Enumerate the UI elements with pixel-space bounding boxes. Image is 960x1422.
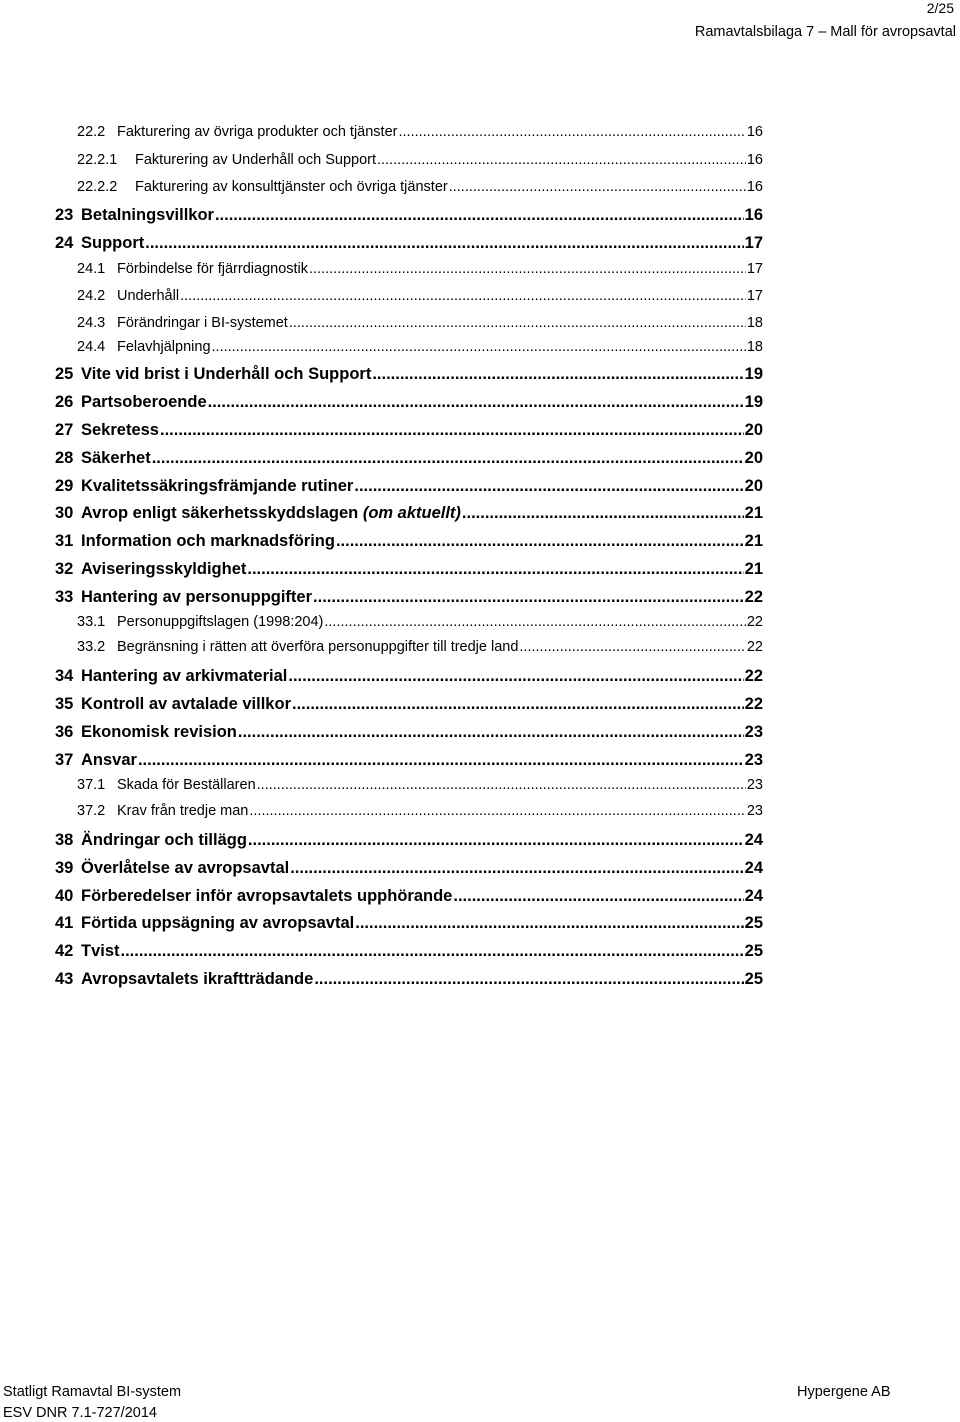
toc-entry-title-text: Ansvar <box>81 751 137 769</box>
toc-entry-number: 39 <box>55 859 74 877</box>
toc-entry-title-text: Fakturering av Underhåll och Support <box>135 152 376 168</box>
toc-entry-page: 17 <box>746 288 763 304</box>
toc-entry-title-text: Information och marknadsföring <box>81 532 335 550</box>
footer-reference-number: ESV DNR 7.1-727/2014 <box>3 1405 157 1421</box>
toc-entry-number: 38 <box>55 831 74 849</box>
toc-entry-title <box>81 942 120 961</box>
toc-entry-title <box>81 206 214 225</box>
toc-dot-leader <box>212 340 746 355</box>
toc-entry-number: 35 <box>55 695 74 713</box>
toc-dot-leader <box>208 394 744 411</box>
toc-entry-page: 19 <box>744 393 763 411</box>
toc-entry-title <box>81 588 312 607</box>
toc-entry-title-text: Kontroll av avtalade villkor <box>81 695 291 713</box>
toc-entry[interactable] <box>55 588 763 610</box>
toc-entry[interactable] <box>55 477 763 499</box>
document-title: Ramavtalsbilaga 7 – Mall för avropsavtal <box>694 24 956 40</box>
toc-entry-title-text: Support <box>81 234 145 252</box>
toc-entry[interactable] <box>77 152 763 172</box>
toc-dot-leader <box>324 615 745 630</box>
toc-entry-title <box>81 393 207 412</box>
toc-entry-page: 16 <box>746 152 763 168</box>
page-number: 2/25 <box>926 0 954 16</box>
toc-entry-number: 34 <box>55 667 74 685</box>
toc-dot-leader <box>121 943 744 960</box>
toc-entry-title <box>117 639 518 655</box>
toc-entry-number: 33 <box>55 588 74 606</box>
toc-entry[interactable] <box>55 532 763 554</box>
toc-entry-title <box>81 234 144 253</box>
toc-dot-leader <box>257 778 746 793</box>
toc-entry-title-text: Förbindelse för fjärrdiagnostik <box>117 261 309 277</box>
toc-entry-title <box>117 339 211 355</box>
toc-entry-title <box>81 887 452 906</box>
toc-entry-page: 21 <box>744 532 763 550</box>
toc-entry-title <box>117 261 308 277</box>
toc-dot-leader <box>152 450 744 467</box>
toc-entry-page: 16 <box>746 124 763 140</box>
toc-entry-number: 41 <box>55 914 74 932</box>
toc-entry[interactable] <box>55 914 763 936</box>
toc-entry-page: 22 <box>746 614 763 630</box>
toc-dot-leader <box>292 696 744 713</box>
toc-entry[interactable] <box>77 339 763 359</box>
toc-entry[interactable] <box>55 365 763 387</box>
toc-entry-page: 23 <box>744 723 763 741</box>
toc-dot-leader <box>462 505 744 522</box>
toc-entry-number: 32 <box>55 560 74 578</box>
toc-entry[interactable] <box>55 695 763 717</box>
toc-dot-leader <box>372 366 743 383</box>
toc-entry-page: 21 <box>744 504 763 522</box>
toc-entry-page: 17 <box>746 261 763 277</box>
toc-entry[interactable] <box>77 261 763 281</box>
toc-entry-title-text: Ekonomisk revision <box>81 723 237 741</box>
toc-entry-page: 20 <box>744 449 763 467</box>
toc-entry[interactable] <box>77 614 763 634</box>
toc-entry-number: 42 <box>55 942 74 960</box>
toc-entry-number: 22.2.2 <box>77 179 118 195</box>
toc-entry-number: 36 <box>55 723 74 741</box>
toc-entry-number: 26 <box>55 393 74 411</box>
toc-entry-title-text: Skada för Beställaren <box>117 777 256 793</box>
toc-entry[interactable] <box>55 234 763 256</box>
toc-entry-title-text: Underhåll <box>117 288 180 304</box>
toc-dot-leader <box>355 915 743 932</box>
toc-entry-title-text: Förändringar i BI-systemet <box>117 315 288 331</box>
toc-entry-number: 40 <box>55 887 74 905</box>
toc-entry-page: 21 <box>744 560 763 578</box>
toc-entry-title <box>81 667 287 686</box>
toc-entry-number: 22.2.1 <box>77 152 118 168</box>
toc-entry-page: 24 <box>744 831 763 849</box>
toc-entry-page: 25 <box>744 914 763 932</box>
toc-entry-page: 16 <box>746 179 763 195</box>
toc-entry-number: 24 <box>55 234 74 252</box>
toc-dot-leader <box>138 752 744 769</box>
toc-entry-title <box>117 614 323 630</box>
toc-entry-number: 23 <box>55 206 74 224</box>
toc-entry-page: 17 <box>744 234 763 252</box>
toc-entry-title <box>81 914 354 933</box>
toc-dot-leader <box>160 422 744 439</box>
toc-dot-leader <box>238 724 744 741</box>
toc-dot-leader <box>453 888 743 905</box>
toc-entry-page: 22 <box>744 588 763 606</box>
toc-entry-number: 37 <box>55 751 74 769</box>
toc-entry[interactable] <box>77 179 763 199</box>
toc-entry[interactable] <box>55 449 763 471</box>
toc-entry[interactable] <box>55 206 763 228</box>
toc-entry-page: 25 <box>744 942 763 960</box>
toc-dot-leader <box>309 262 746 277</box>
toc-entry[interactable] <box>55 970 763 992</box>
toc-entry-page: 22 <box>744 695 763 713</box>
toc-entry-page: 24 <box>744 887 763 905</box>
toc-entry-title-text: Tvist <box>81 942 120 960</box>
toc-entry-title <box>117 288 179 304</box>
toc-entry-title-text: Kvalitetssäkringsfrämjande rutiner <box>81 477 354 495</box>
toc-entry[interactable] <box>77 803 763 823</box>
toc-entry-title-text: Överlåtelse av avropsavtal <box>81 859 290 877</box>
footer-company-name: Hypergene AB <box>797 1384 891 1400</box>
toc-dot-leader <box>249 804 745 819</box>
toc-entry-title <box>81 970 313 989</box>
toc-entry-number: 33.1 <box>77 614 106 630</box>
toc-entry-title <box>81 532 335 551</box>
toc-entry[interactable] <box>55 942 763 964</box>
toc-entry-title-text: Felavhjälpning <box>117 339 211 355</box>
toc-entry-title-text: Hantering av arkivmaterial <box>81 667 288 685</box>
toc-entry-page: 20 <box>744 477 763 495</box>
toc-entry-title <box>81 421 159 440</box>
toc-dot-leader <box>248 832 744 849</box>
toc-entry-page: 18 <box>746 315 763 331</box>
toc-entry[interactable] <box>77 124 763 144</box>
toc-entry-title-italic: (om aktuellt) <box>362 504 461 522</box>
toc-entry-title <box>81 504 461 523</box>
toc-entry-page: 24 <box>744 859 763 877</box>
toc-entry-title-text: Vite vid brist i Underhåll och Support <box>81 365 372 383</box>
toc-dot-leader <box>354 478 743 495</box>
toc-entry-title <box>81 449 151 468</box>
toc-dot-leader <box>377 153 746 168</box>
toc-entry-title <box>81 859 289 878</box>
toc-entry-page: 18 <box>746 339 763 355</box>
toc-dot-leader <box>449 180 746 195</box>
toc-entry-title-text: Krav från tredje man <box>117 803 249 819</box>
toc-entry-page: 19 <box>744 365 763 383</box>
toc-entry-title-text: Aviseringsskyldighet <box>81 560 247 578</box>
toc-entry-number: 22.2 <box>77 124 106 140</box>
toc-entry-page: 23 <box>746 803 763 819</box>
toc-dot-leader <box>398 125 745 140</box>
toc-entry-title <box>81 831 247 850</box>
toc-entry-number: 29 <box>55 477 74 495</box>
toc-entry-number: 24.3 <box>77 315 106 331</box>
toc-entry[interactable] <box>55 723 763 745</box>
toc-entry-title-text: Partsoberoende <box>81 393 207 411</box>
toc-entry-title-text: Avropsavtalets ikraftträdande <box>81 970 314 988</box>
toc-entry-number: 24.1 <box>77 261 106 277</box>
toc-entry-title <box>117 777 256 793</box>
toc-dot-leader <box>313 589 744 606</box>
toc-entry-number: 37.1 <box>77 777 106 793</box>
toc-entry-title-text: Förberedelser inför avropsavtalets upphörande <box>81 887 453 905</box>
toc-entry[interactable] <box>55 859 763 881</box>
toc-entry-number: 31 <box>55 532 74 550</box>
toc-dot-leader <box>519 640 745 655</box>
toc-entry-title <box>81 365 371 384</box>
toc-entry[interactable] <box>77 315 763 335</box>
toc-entry-title-text: Betalningsvillkor <box>81 206 214 224</box>
toc-entry-number: 25 <box>55 365 74 383</box>
toc-entry-title <box>135 152 376 168</box>
toc-dot-leader <box>247 561 743 578</box>
toc-entry-number: 27 <box>55 421 74 439</box>
toc-entry-title <box>117 124 397 140</box>
toc-entry-title-text: Fakturering av övriga produkter och tjänster <box>117 124 398 140</box>
toc-entry[interactable] <box>77 777 763 797</box>
toc-entry[interactable] <box>77 288 763 308</box>
toc-entry[interactable] <box>55 831 763 853</box>
toc-entry[interactable] <box>55 393 763 415</box>
toc-entry-page: 22 <box>744 667 763 685</box>
toc-entry-title-text: Avrop enligt säkerhetsskyddslagen <box>81 504 363 522</box>
toc-entry-page: 23 <box>744 751 763 769</box>
toc-dot-leader <box>145 235 743 252</box>
toc-entry[interactable] <box>55 667 763 689</box>
toc-entry-page: 23 <box>746 777 763 793</box>
toc-entry-title-text: Fakturering av konsulttjänster och övriga tjänster <box>135 179 448 195</box>
toc-entry-number: 24.2 <box>77 288 106 304</box>
toc-entry-title-text: Ändringar och tillägg <box>81 831 247 849</box>
toc-entry[interactable] <box>55 887 763 909</box>
toc-entry-number: 33.2 <box>77 639 106 655</box>
toc-entry[interactable] <box>55 504 763 526</box>
toc-entry-number: 24.4 <box>77 339 106 355</box>
toc-entry[interactable] <box>55 560 763 582</box>
toc-entry-page: 20 <box>744 421 763 439</box>
toc-entry-number: 28 <box>55 449 74 467</box>
toc-entry-title-text: Begränsning i rätten att överföra personuppgifter till tredje land <box>117 639 519 655</box>
toc-entry-page: 25 <box>744 970 763 988</box>
toc-dot-leader <box>336 533 744 550</box>
toc-dot-leader <box>290 860 743 877</box>
toc-dot-leader <box>215 207 744 224</box>
toc-entry-title <box>81 477 353 496</box>
toc-dot-leader <box>288 668 743 685</box>
toc-entry-number: 43 <box>55 970 74 988</box>
toc-entry-title-text: Personuppgiftslagen (1998:204) <box>117 614 324 630</box>
footer-agreement-name: Statligt Ramavtal BI-system <box>3 1384 182 1400</box>
toc-entry[interactable] <box>55 751 763 773</box>
toc-entry-page: 16 <box>744 206 763 224</box>
toc-entry-page: 22 <box>746 639 763 655</box>
toc-entry-title-text: Förtida uppsägning av avropsavtal <box>81 914 355 932</box>
toc-dot-leader <box>314 971 743 988</box>
toc-entry[interactable] <box>55 421 763 443</box>
toc-entry-title <box>81 695 291 714</box>
toc-entry-number: 37.2 <box>77 803 106 819</box>
toc-entry-title <box>135 179 448 195</box>
toc-entry-title-text: Säkerhet <box>81 449 151 467</box>
toc-entry-number: 30 <box>55 504 74 522</box>
toc-entry-title <box>81 560 246 579</box>
toc-entry-title <box>117 803 248 819</box>
toc-dot-leader <box>289 316 746 331</box>
toc-entry-title <box>117 315 288 331</box>
toc-dot-leader <box>180 289 746 304</box>
toc-entry-title-text: Sekretess <box>81 421 159 439</box>
toc-entry-title-text: Hantering av personuppgifter <box>81 588 313 606</box>
toc-entry-title <box>81 751 137 770</box>
toc-entry-title <box>81 723 237 742</box>
toc-entry[interactable] <box>77 639 763 659</box>
